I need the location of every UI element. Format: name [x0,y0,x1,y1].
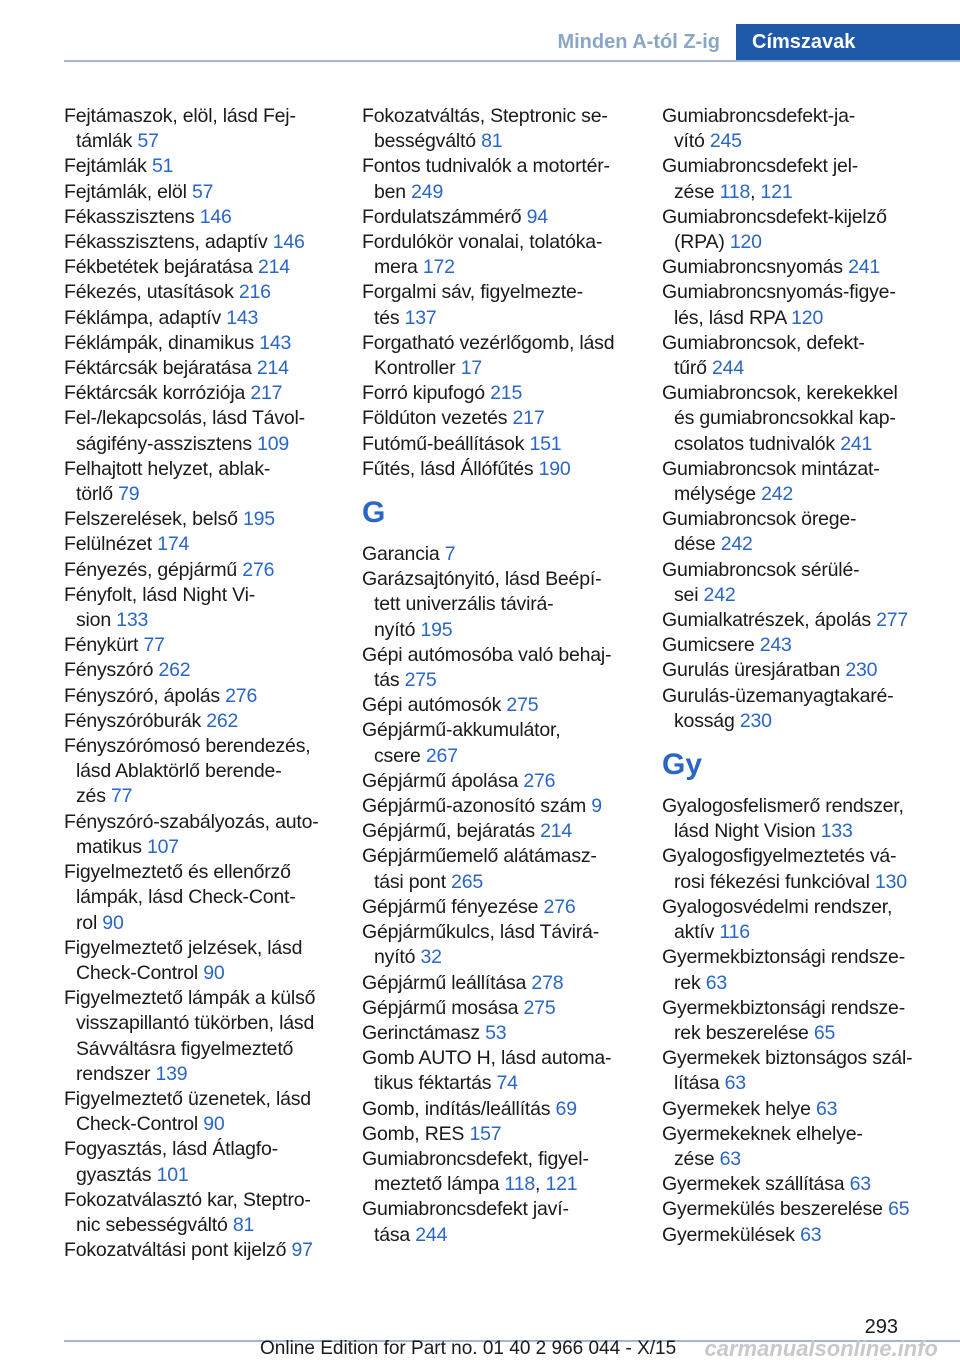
page-reference-link[interactable]: 120 [729,231,762,254]
index-entry [362,819,632,844]
index-entry [362,1021,632,1046]
index-entry-text: Fontos tudnivalók a motortér- ben [362,155,610,203]
page-reference-link[interactable]: 267 [425,744,458,767]
index-entry [362,154,632,204]
ref-separator: , [535,1173,546,1196]
index-entry-text: Forgatható vezérlőgomb, lásd Kontroller [362,331,615,380]
page-reference-link[interactable]: 217 [512,407,545,430]
index-letter-heading: G [362,496,386,530]
page-reference-link[interactable]: 262 [206,709,239,732]
index-entry-text: Gumialkatrészek, ápolás [662,609,877,632]
index-column-3 [662,104,932,1248]
index-entry-text: Gumiabroncsdefekt jel- zése [662,155,859,203]
page-reference-link[interactable]: 157 [469,1122,502,1145]
index-entry-text: Gurulás-üzemanyagtakaré- kosság [662,684,894,732]
index-entry-text: Fényszóróburák [64,709,207,732]
index-entry [362,769,632,794]
index-entry [362,693,632,718]
index-entry-text: Gumiabroncsok mintázat- mélysége [662,457,880,506]
index-entry [662,844,932,894]
page-reference-link[interactable]: 243 [759,634,792,657]
page-reference-link[interactable]: 90 [102,911,124,934]
index-entry-text: Gomb, RES [362,1122,470,1145]
page-reference-link[interactable]: 63 [800,1223,822,1246]
index-entry-text: Féklámpák, dinamikus [64,331,260,354]
page-reference-link[interactable]: 146 [272,231,305,254]
page-reference-link[interactable]: 109 [257,432,290,455]
index-entry [64,810,334,860]
index-entry-text: Gyermekülés beszerelése [662,1198,889,1221]
index-entry-text: Gépjármű ápolása [362,769,524,792]
header-section-title: Minden A-tól Z-ig [557,31,720,53]
index-entry [362,1197,632,1247]
index-entry-text: Gyermekbiztonsági rendsze- rek [662,946,905,994]
page-reference-link[interactable]: 242 [761,483,794,506]
page-reference-link[interactable]: 277 [876,609,909,632]
index-entry [64,255,334,280]
index-entry-text: Garancia [362,543,445,566]
page-reference-link[interactable]: 77 [110,785,133,808]
index-entry [662,205,932,255]
index-entry [362,542,632,567]
index-entry [64,936,334,986]
index-entry-text: Gomb, indítás/leállítás [362,1097,556,1120]
index-entry-text: Gyermekeknek elhelye- zése [662,1122,863,1170]
index-entry [64,633,334,658]
page-reference-link[interactable]: 249 [411,180,444,203]
page-reference-link[interactable]: 116 [719,921,750,944]
index-entry [362,331,632,381]
index-entry-text: Felülnézet [64,533,158,556]
index-entry-text: Fűtés, lásd Állófűtés [362,457,539,480]
index-entry-text: Gépjármű-azonosító szám [362,795,592,818]
page-reference-link[interactable]: 57 [137,130,159,153]
page-reference-link[interactable]: 118 [504,1173,536,1196]
page-reference-link[interactable]: 143 [226,306,259,329]
index-entry [64,280,334,305]
page-reference-link[interactable]: 118 [719,180,751,203]
index-entry [362,205,632,230]
index-entry-text: Gomb AUTO H, lásd automa- tikus féktartás [362,1047,612,1095]
index-entry [64,356,334,381]
index-entry [362,971,632,996]
index-entry-text: Gyalogosfigyelmeztetés vá- rosi fékezési funkcióval [662,845,897,893]
page-reference-link[interactable]: 63 [705,971,728,994]
page-reference-link[interactable]: 74 [496,1072,518,1095]
index-entry-text: Forró kipufogó [362,382,491,405]
page-reference-link[interactable]: 276 [242,558,275,581]
index-entry-text: Gumiabroncsok, kerekekkel és gumiabroncsokkal kap- csolatos tudnivalók [662,382,898,455]
index-letter-heading: Gy [662,748,703,782]
index-entry [662,558,932,608]
index-entry-text: Gumiabroncsdefekt-kijelző (RPA) [662,205,887,254]
index-entry [64,230,334,255]
index-entry-text: Figyelmeztető és ellenőrző lámpák, lásd Check-Cont- rol [64,861,296,934]
index-entry [64,583,334,633]
index-entry-text: Gumiabroncsdefekt, figyel- meztető lámpa [362,1147,589,1196]
index-entry-text: Gumiabroncsdefekt-ja- vító [662,105,856,153]
index-entry-text: Felhajtott helyzet, ablak- törlő [64,457,271,506]
index-entry [64,205,334,230]
index-entry [362,104,632,154]
index-entry-text: Forgalmi sáv, figyelmezte- tés [362,281,583,329]
page-reference-link[interactable]: 276 [543,895,576,918]
index-entry [64,684,334,709]
index-entry-text: Fényszórómosó berendezés, lásd Ablaktörlő berende- zés [64,735,311,808]
index-entry [662,895,932,945]
index-entry [362,718,632,768]
page-reference-link[interactable]: 51 [151,155,174,178]
page-reference-link[interactable]: 278 [531,971,564,994]
index-entry-text: Féktárcsák korróziója [64,382,251,405]
page-reference-link[interactable]: 97 [291,1239,313,1262]
index-entry [64,1238,334,1263]
index-entry [662,658,932,683]
page-reference-link[interactable]: 216 [238,281,271,304]
index-entry [64,558,334,583]
page-reference-link[interactable]: 121 [545,1173,578,1196]
watermark: carmanualsonline.info [704,1336,938,1361]
index-entry-text: Gépjármű, bejáratás [362,820,541,843]
page-reference-link[interactable]: 242 [720,533,753,556]
index-entry [362,280,632,330]
index-columns [0,104,960,1274]
index-entry-text: Fejtámlák, elöl [64,180,192,203]
page-reference-link[interactable]: 63 [724,1072,746,1095]
index-entry-text: Gépjármű-akkumulátor, csere [362,719,561,767]
page-reference-link[interactable]: 121 [760,180,793,203]
index-entry [662,1097,932,1122]
page-reference-link[interactable]: 57 [191,180,214,203]
index-entry-text: Garázsajtónyitó, lásd Beépí- tett univerzális távirá- nyító [362,568,602,641]
index-entry-text: Gyalogosvédelmi rendszer, aktív [662,895,893,944]
index-entry [362,643,632,693]
index-entry [362,895,632,920]
index-entry [662,381,932,457]
index-entry [662,104,932,154]
index-entry-text: Gépjárműemelő alátámasz- tási pont [362,845,597,893]
page-reference-link[interactable]: 275 [404,669,437,692]
page-reference-link[interactable]: 101 [156,1163,189,1186]
index-entry [64,457,334,507]
page-reference-link[interactable]: 137 [404,306,437,329]
page-reference-link[interactable]: 79 [118,483,140,506]
page-reference-link[interactable]: 7 [444,543,456,566]
page-reference-link[interactable]: 276 [523,769,556,792]
index-entry-text: Gyermekek biztonságos szál- lítása [662,1047,913,1095]
index-entry-text: Felszerelések, belső [64,508,243,531]
index-entry [662,794,932,844]
index-entry [64,1087,334,1137]
index-entry [662,331,932,381]
page-reference-link[interactable]: 215 [490,382,523,405]
index-entry [662,457,932,507]
index-entry [662,996,932,1046]
index-entry-text: Gumiabroncsnyomás-figye- lés, lásd RPA [662,281,896,329]
index-entry [362,1147,632,1197]
page-reference-link[interactable]: 133 [116,609,149,632]
page-reference-link[interactable]: 139 [155,1062,188,1085]
page-reference-link[interactable]: 17 [460,357,482,380]
footer-edition-text: Online Edition for Part no. 01 40 2 966 044 - X/15 [260,1338,677,1359]
page-reference-link[interactable]: 275 [506,694,539,717]
index-entry-text: Fel-/lekapcsolás, lásd Távol- ságifény-asszisztens [64,407,305,455]
index-entry-text: Figyelmeztető üzenetek, lásd Check-Control [64,1087,311,1136]
index-entry-text: Gépjármű leállítása [362,971,532,994]
index-entry [64,306,334,331]
index-entry [362,794,632,819]
page-reference-link[interactable]: 245 [709,130,742,153]
index-entry-text: Fékbetétek bejáratása [64,256,258,279]
index-entry [64,154,334,179]
page-reference-link[interactable]: 9 [591,795,602,818]
index-entry-text: Fényszóró-szabályozás, auto- matikus [64,810,319,858]
page-reference-link[interactable]: 77 [143,634,165,657]
page-reference-link[interactable]: 107 [147,835,179,858]
page-reference-link[interactable]: 174 [157,533,190,556]
index-entry [362,230,632,280]
page-reference-link[interactable]: 214 [540,820,573,843]
index-entry-text: Földúton vezetés [362,407,513,430]
page-reference-link[interactable]: 265 [451,870,484,893]
page-reference-link[interactable]: 244 [415,1223,448,1246]
page-reference-link[interactable]: 63 [815,1097,838,1120]
page-reference-link[interactable]: 90 [203,1113,225,1136]
index-entry [64,180,334,205]
index-entry [362,1122,632,1147]
page-reference-link[interactable]: 276 [225,684,258,707]
page-reference-link[interactable]: 81 [232,1213,255,1236]
ref-separator: , [750,180,761,203]
index-entry-text: Fokozatválasztó kar, Steptro- nic sebességváltó [64,1188,311,1236]
page-reference-link[interactable]: 241 [840,432,873,455]
index-entry-text: Gyermekek szállítása [662,1173,850,1196]
index-entry [64,709,334,734]
index-entry [64,406,334,456]
index-entry-text: Gépi autómosóba való behaj- tás [362,643,612,692]
page-reference-link[interactable]: 242 [703,583,736,606]
page-reference-link[interactable]: 94 [526,205,548,228]
page-reference-link[interactable]: 275 [523,996,556,1019]
index-entry [64,860,334,936]
index-entry [362,996,632,1021]
index-entry [64,734,334,810]
index-entry-text: Gépjármű fényezése [362,895,544,918]
index-entry [662,1122,932,1172]
page-reference-link[interactable]: 217 [250,382,283,405]
index-entry-text: Gépjármű mosása [362,996,524,1019]
index-entry-text: Fényfolt, lásd Night Vi- sion [64,583,256,632]
index-entry-text: Fékasszisztens [64,205,200,228]
index-entry-text: Figyelmeztető lámpák a külső visszapillantó tükörben, lásd Sávváltásra figyelmeztető rendszer [64,987,316,1085]
page-header [64,24,960,62]
index-entry [662,684,932,734]
index-entry [64,658,334,683]
page-reference-link[interactable]: 53 [485,1021,507,1044]
index-column-2 [362,104,632,1248]
index-entry [662,1223,932,1248]
index-entry-text: Gumiabroncsdefekt javí- tása [362,1198,569,1246]
page-reference-link[interactable]: 214 [256,357,289,380]
index-entry [362,1046,632,1096]
index-entry-text: Fokozatváltás, Steptronic se- bességváltó [362,105,608,153]
index-entry-text: Fogyasztás, lásd Átlagfo- gyasztás [64,1138,278,1186]
index-entry-text: Fordulókör vonalai, tolatóka- mera [362,231,603,279]
index-entry-text: Gyermekbiztonsági rendsze- rek beszerelése [662,996,905,1044]
page-reference-link[interactable]: 262 [158,659,191,682]
index-entry-text: Futómű-beállítások [362,432,530,455]
index-entry-text: Figyelmeztető jelzések, lásd Check-Control [64,936,303,984]
page-reference-link[interactable]: 195 [242,508,275,531]
page-reference-link[interactable]: 143 [259,331,292,354]
index-entry [362,432,632,457]
index-column-1 [64,104,334,1263]
index-entry [64,1188,334,1238]
index-entry [662,1197,932,1222]
index-entry-text: Fékasszisztens, adaptív [64,231,273,254]
index-entry [362,381,632,406]
index-entry-text: Féktárcsák bejáratása [64,357,257,380]
page-reference-link[interactable]: 244 [712,357,744,380]
page-reference-link[interactable]: 133 [820,820,853,843]
header-tab: Címszavak [736,24,960,62]
index-entry-text: Gurulás üresjáratban [662,659,846,682]
index-entry [362,406,632,431]
page-reference-link[interactable]: 130 [874,870,907,893]
page-reference-link[interactable]: 69 [555,1097,577,1120]
page-reference-link[interactable]: 230 [739,709,772,732]
index-entry-text: Féklámpa, adaptív [64,306,227,329]
index-entry [362,567,632,643]
index-entry [64,381,334,406]
index-entry-text: Gerinctámasz [362,1021,486,1044]
index-entry-text: Gumiabroncsok sérülé- sei [662,558,860,606]
index-entry-text: Gyermekek helye [662,1097,816,1120]
index-entry-text: Fényezés, gépjármű [64,558,243,581]
page-reference-link[interactable]: 65 [813,1021,836,1044]
index-entry [64,986,334,1087]
index-entry-text: Fejtámaszok, elöl, lásd Fej- támlák [64,105,296,153]
index-entry [64,331,334,356]
index-entry [64,1137,334,1187]
index-entry-text: Gépjárműkulcs, lásd Távirá- nyító [362,921,599,969]
page-reference-link[interactable]: 120 [791,306,824,329]
index-entry [64,507,334,532]
index-entry [662,608,932,633]
index-entry [662,154,932,204]
page-reference-link[interactable]: 63 [849,1173,871,1196]
index-entry-text: Gumicsere [662,634,760,657]
page-reference-link[interactable]: 190 [538,457,571,480]
index-entry [662,507,932,557]
page-reference-link[interactable]: 241 [848,256,880,279]
index-entry-text: Gumiabroncsok örege- dése [662,508,857,556]
index-entry-text: Fejtámlák [64,155,152,178]
page-reference-link[interactable]: 146 [199,205,232,228]
index-entry-text: Fékezés, utasítások [64,281,239,304]
page-reference-link[interactable]: 90 [203,961,225,984]
index-entry-text: Fényszóró, ápolás [64,684,226,707]
page-number: 293 [864,1316,898,1338]
index-entry-text: Gépi autómosók [362,694,507,717]
index-entry [64,532,334,557]
index-entry [662,1172,932,1197]
index-entry [662,1046,932,1096]
index-entry [362,457,632,482]
index-entry [662,633,932,658]
index-entry-text: Fordulatszámmérő [362,205,527,228]
index-entry [662,255,932,280]
page-reference-link[interactable]: 151 [529,432,562,455]
page-reference-link[interactable]: 195 [420,618,453,641]
page-reference-link[interactable]: 172 [422,256,455,279]
index-entry [662,945,932,995]
index-entry-text: Fényszóró [64,659,159,682]
page-reference-link[interactable]: 32 [420,946,442,969]
index-entry-text: Gyermekülések [662,1223,801,1246]
page-reference-link[interactable]: 63 [719,1147,741,1170]
index-entry-text: Fokozatváltási pont kijelző [64,1239,292,1262]
page-reference-link[interactable]: 214 [257,256,290,279]
index-entry-text: Gumiabroncsnyomás [662,256,849,279]
index-entry [362,920,632,970]
index-entry-text: Fénykürt [64,634,144,657]
index-entry [662,280,932,330]
index-entry [362,844,632,894]
index-entry-text: Gyalogosfelismerő rendszer, lásd Night Vision [662,795,904,843]
index-entry-text: Gumiabroncsok, defekt- tűrő [662,331,865,380]
page-reference-link[interactable]: 65 [888,1198,910,1221]
index-entry [362,1097,632,1122]
header-rule [64,60,960,62]
page-reference-link[interactable]: 230 [845,659,878,682]
page-reference-link[interactable]: 81 [481,130,503,153]
index-entry [64,104,334,154]
